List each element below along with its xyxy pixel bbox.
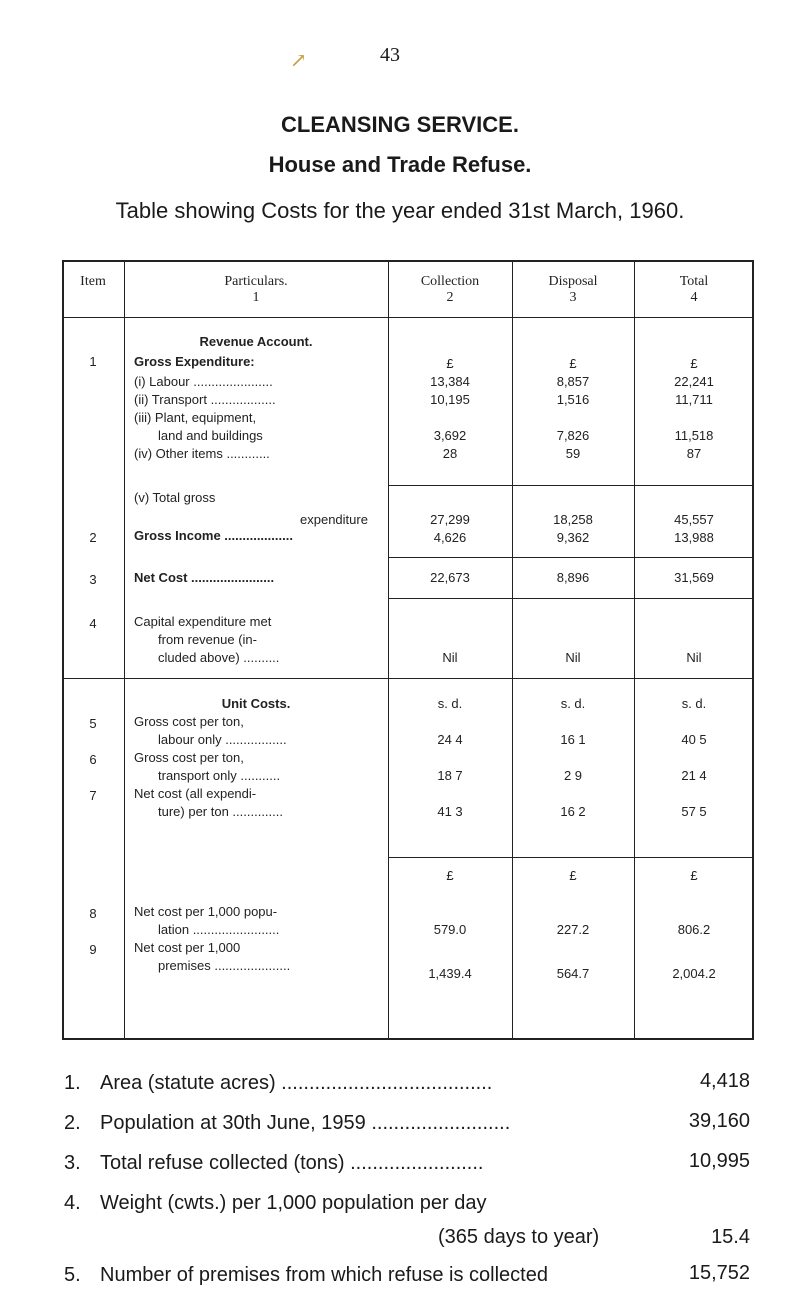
r8-total: 806.2 (677, 922, 711, 937)
net-cost-disposal: 8,896 (556, 570, 590, 585)
summary-label: Total refuse collected (tons) ........................ (100, 1152, 484, 1174)
unit-costs-heading: Unit Costs. (221, 696, 291, 711)
unit-pound: £ (446, 356, 454, 371)
other-collection: 28 (442, 446, 458, 461)
r9-collection: 1,439.4 (428, 966, 472, 981)
r8-collection: 579.0 (433, 922, 467, 937)
plant-label: (iii) Plant, equipment, (134, 410, 257, 425)
header-collection-num: 2 (446, 290, 454, 305)
revenue-heading: Revenue Account. (199, 334, 313, 349)
unit-pound: £ (446, 868, 454, 883)
page-title: CLEANSING SERVICE. (281, 112, 519, 137)
gross-income-label: Gross Income ................... (134, 528, 293, 543)
summary-label: Weight (cwts.) per 1,000 population per day (100, 1192, 487, 1214)
header-disposal-num: 3 (569, 290, 577, 305)
header-total: Total (679, 274, 709, 289)
r9-disposal: 564.7 (556, 966, 590, 981)
net-cost-label: Net Cost ....................... (134, 570, 275, 585)
gross-income-total: 13,988 (674, 530, 714, 545)
labour-label: (i) Labour ...................... (134, 374, 273, 389)
gross-income-collection: 4,626 (433, 530, 467, 545)
item-number: 7 (89, 788, 97, 803)
transport-collection: 10,195 (430, 392, 470, 407)
labour-disposal: 8,857 (556, 374, 590, 389)
summary-num: 2. (64, 1112, 81, 1134)
summary-label: Area (statute acres) ...................................... (100, 1072, 493, 1094)
net-cost-total: 31,569 (674, 570, 714, 585)
section-rule (62, 678, 754, 679)
header-total-num: 4 (690, 290, 698, 305)
total-gross-collection: 27,299 (430, 512, 470, 527)
item-number: 2 (89, 530, 97, 545)
net-cost-collection: 22,673 (430, 570, 470, 585)
item-number: 9 (89, 942, 97, 957)
gross-income-disposal: 9,362 (556, 530, 590, 545)
unit-pound: £ (690, 356, 698, 371)
summary-value: 15.4 (711, 1226, 750, 1248)
unit-pound: £ (569, 356, 577, 371)
header-rule (62, 317, 754, 318)
item-number: 6 (89, 752, 97, 767)
r7-total: 57 5 (681, 804, 707, 819)
unit-sd: s. d. (437, 696, 463, 711)
r6-collection: 18 7 (437, 768, 463, 783)
r7-collection: 41 3 (437, 804, 463, 819)
transport-label: (ii) Transport .................. (134, 392, 276, 407)
header-collection: Collection (420, 274, 480, 289)
other-total: 87 (686, 446, 702, 461)
r6-total: 21 4 (681, 768, 707, 783)
unit-pound: £ (690, 868, 698, 883)
capital-label-cont: cluded above) .......... (158, 650, 280, 665)
total-gross-disposal: 18,258 (553, 512, 593, 527)
unit-sd: s. d. (681, 696, 707, 711)
summary-num: 5. (64, 1264, 81, 1286)
page-number: 43 (380, 44, 400, 66)
r8-label: Net cost per 1,000 popu- (134, 904, 278, 919)
r7-label: Net cost (all expendi- (134, 786, 257, 801)
summary-label: Number of premises from which refuse is collected (100, 1264, 548, 1286)
header-particulars-num: 1 (252, 290, 260, 305)
col-sep (124, 260, 125, 1040)
r9-label-cont: premises ..................... (158, 958, 291, 973)
r7-label-cont: ture) per ton .............. (158, 804, 283, 819)
r5-total: 40 5 (681, 732, 707, 747)
summary-label: Population at 30th June, 1959 ......................... (100, 1112, 511, 1134)
summary-value: 4,418 (699, 1070, 750, 1092)
other-label: (iv) Other items ............ (134, 446, 270, 461)
item-number: 1 (89, 354, 97, 369)
labour-total: 22,241 (674, 374, 714, 389)
table-top-border (62, 260, 754, 262)
capital-label-cont: from revenue (in- (158, 632, 257, 647)
item-number: 5 (89, 716, 97, 731)
subtotal-rule (388, 557, 754, 558)
r6-disposal: 2 9 (563, 768, 583, 783)
header-disposal: Disposal (548, 274, 598, 289)
plant-disposal: 7,826 (556, 428, 590, 443)
unit-sd: s. d. (560, 696, 586, 711)
summary-num: 4. (64, 1192, 81, 1214)
summary-value: 39,160 (688, 1110, 750, 1132)
r5-label-cont: labour only ................. (158, 732, 287, 747)
item-number: 8 (89, 906, 97, 921)
r6-label: Gross cost per ton, (134, 750, 244, 765)
total-gross-label-cont: expenditure (300, 512, 368, 527)
summary-num: 3. (64, 1152, 81, 1174)
header-item: Item (80, 274, 106, 289)
capital-collection: Nil (442, 650, 458, 665)
r7-disposal: 16 2 (560, 804, 586, 819)
table-left-border (62, 260, 64, 1040)
r8-disposal: 227.2 (556, 922, 590, 937)
summary-label-cont: (365 days to year) (438, 1226, 600, 1248)
capital-label: Capital expenditure met (134, 614, 272, 629)
subtotal-rule (388, 598, 754, 599)
other-disposal: 59 (565, 446, 581, 461)
unit-pound: £ (569, 868, 577, 883)
header-particulars: Particulars. (224, 274, 288, 289)
r9-total: 2,004.2 (672, 966, 716, 981)
transport-total: 11,711 (675, 392, 713, 407)
transport-disposal: 1,516 (556, 392, 590, 407)
summary-num: 1. (64, 1072, 81, 1094)
subtotal-rule (388, 857, 754, 858)
table-bottom-border (62, 1038, 754, 1040)
total-gross-total: 45,557 (674, 512, 714, 527)
r5-collection: 24 4 (437, 732, 463, 747)
labour-collection: 13,384 (430, 374, 470, 389)
capital-disposal: Nil (565, 650, 581, 665)
item-number: 4 (89, 616, 97, 631)
r8-label-cont: lation ........................ (158, 922, 280, 937)
r9-label: Net cost per 1,000 (134, 940, 241, 955)
total-gross-label: (v) Total gross (134, 490, 216, 505)
capital-total: Nil (686, 650, 702, 665)
table-caption: Table showing Costs for the year ended 31st March, 1960. (115, 198, 685, 223)
page-subtitle: House and Trade Refuse. (268, 152, 532, 177)
gross-expenditure-label: Gross Expenditure: (134, 354, 255, 369)
subtotal-rule (388, 485, 754, 486)
page-mark: ↗ (290, 50, 307, 72)
r6-label-cont: transport only ........... (158, 768, 281, 783)
r5-label: Gross cost per ton, (134, 714, 244, 729)
summary-value: 15,752 (688, 1262, 750, 1284)
cost-table (62, 260, 754, 1040)
summary-value: 10,995 (688, 1150, 750, 1172)
plant-label-cont: land and buildings (158, 428, 263, 443)
item-number: 3 (89, 572, 97, 587)
plant-total: 11,518 (674, 428, 714, 443)
r5-disposal: 16 1 (560, 732, 586, 747)
plant-collection: 3,692 (433, 428, 467, 443)
